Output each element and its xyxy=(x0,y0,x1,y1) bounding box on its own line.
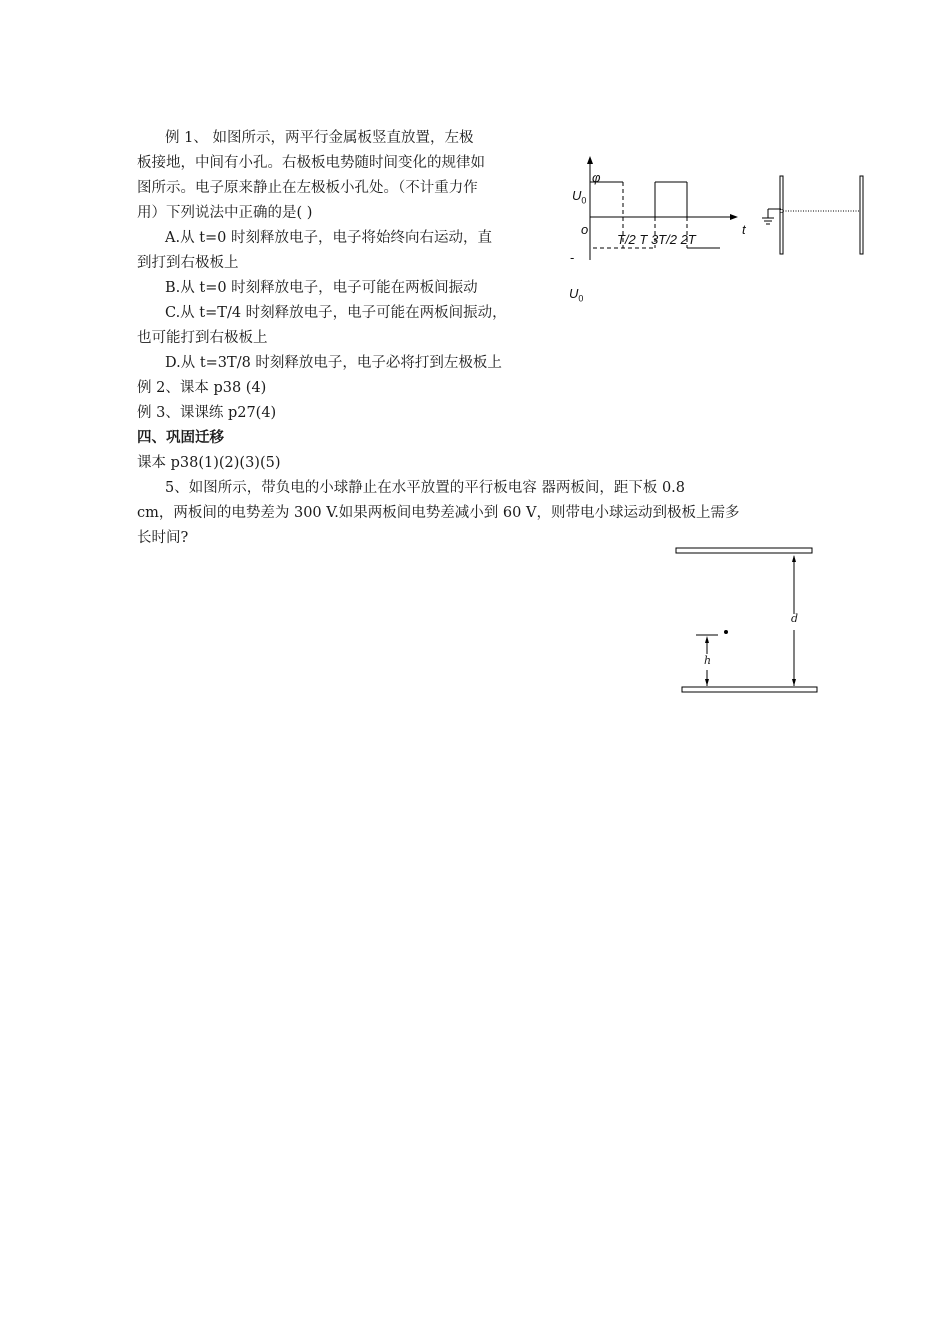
problem5-line-1: 5、如图所示，带负电的小球静止在水平放置的平行板电容 器两板间，距下板 0.8 xyxy=(165,480,686,496)
u0-letter: U xyxy=(572,188,582,203)
t-axis-label: t xyxy=(742,222,746,237)
neg-sign: - xyxy=(570,250,575,265)
option-d: D.从 t=3T/8 时刻释放电子，电子必将打到左极板上 xyxy=(165,355,502,371)
origin-label: o xyxy=(581,222,589,237)
left-plate xyxy=(780,176,783,254)
neg-u0-label xyxy=(569,286,583,304)
textbook-refs: 课本 p38(1)(2)(3)(5) xyxy=(137,455,281,471)
top-plate xyxy=(676,548,812,553)
y-axis-arrow xyxy=(587,156,593,164)
neg-u0-subscript: 0 xyxy=(578,293,584,304)
capacitor-figure xyxy=(670,542,830,702)
d-label: d xyxy=(791,612,799,625)
u0-subscript: 0 xyxy=(581,195,587,206)
waveform-svg xyxy=(560,150,760,310)
neg-u0-letter: U xyxy=(569,286,579,301)
vertical-plates-figure xyxy=(760,172,880,262)
example1-line-4: 用）下列说法中正确的是( ) xyxy=(137,205,313,221)
phi-label: φ xyxy=(592,170,601,185)
option-a-cont: 到打到右极板上 xyxy=(137,255,239,271)
example1-line-3: 图所示。电子原来静止在左极板小孔处。（不计重力作 xyxy=(137,180,478,196)
waveform-graph xyxy=(560,150,760,310)
u0-label xyxy=(572,188,586,206)
problem5-line-3: 长时间? xyxy=(137,530,189,546)
option-b: B.从 t=0 时刻释放电子，电子可能在两板间振动 xyxy=(165,280,478,296)
option-a: A.从 t=0 时刻释放电子，电子将始终向右运动，直 xyxy=(165,230,492,246)
small-hole xyxy=(780,210,783,213)
tick-labels: T/2 T 3T/2 2T xyxy=(617,232,696,247)
option-c-cont: 也可能打到右极板上 xyxy=(137,330,268,346)
section4-title: 四、巩固迁移 xyxy=(137,430,224,446)
charged-ball xyxy=(724,630,728,634)
example1-line-1: 例 1、 如图所示，两平行金属板竖直放置，左极 xyxy=(165,130,474,146)
problem5-line-2: cm，两板间的电势差为 300 V.如果两板间电势差减小到 60 V，则带电小球运动到极板上需多 xyxy=(137,505,740,521)
capacitor-svg xyxy=(670,542,830,702)
d-arrow-head-down xyxy=(792,679,796,686)
right-plate xyxy=(860,176,863,254)
h-arrow-head-down xyxy=(705,679,709,686)
example3-line: 例 3、课课练 p27(4) xyxy=(137,405,277,421)
x-axis-arrow xyxy=(730,214,738,220)
h-arrow-head-up xyxy=(705,636,709,643)
h-label: h xyxy=(704,654,712,667)
example1-line-2: 板接地，中间有小孔。右极板电势随时间变化的规律如 xyxy=(137,155,485,171)
example2-line: 例 2、课本 p38 (4) xyxy=(137,380,267,396)
bottom-plate xyxy=(682,687,817,692)
d-arrow-head-up xyxy=(792,555,796,562)
option-c: C.从 t=T/4 时刻释放电子，电子可能在两板间振动， xyxy=(165,305,507,321)
